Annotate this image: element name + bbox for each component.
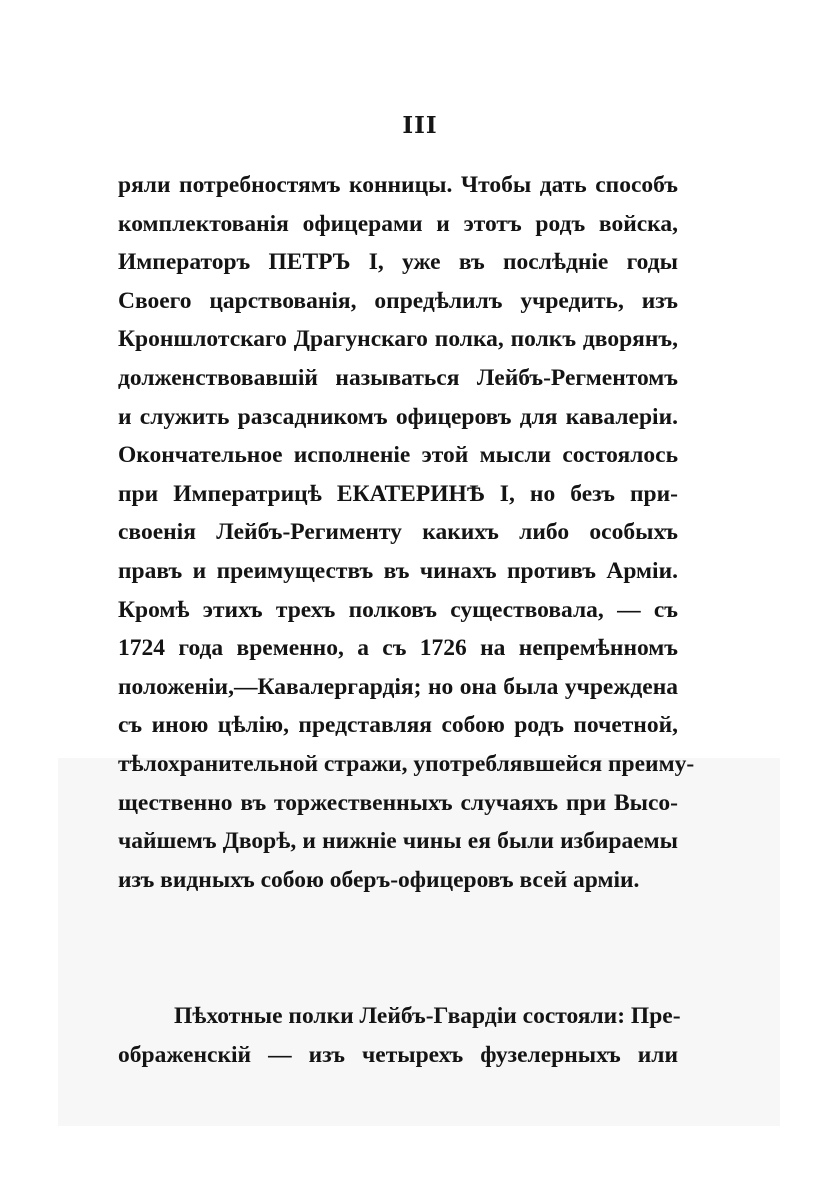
text-line: чайшемъ Дворѣ, и нижніе чины ея были избираемы [118, 828, 678, 855]
text-line: Окончательное исполненіе этой мысли состоялось [118, 442, 678, 469]
text-line: ряли потребностямъ конницы. Чтобы дать способъ [118, 172, 678, 198]
text-line: и служить разсадникомъ офицеровъ для кавалеріи. [118, 403, 678, 430]
text-line: Кроншлотскаго Драгунскаго полка, полкъ дворянъ, [118, 326, 678, 353]
text-line: 1724 года временно, а съ 1726 на непремѣнномъ [118, 635, 678, 662]
text-line: Кромѣ этихъ трехъ полковъ существовала, — съ [118, 596, 678, 623]
text-line: положеніи,—Кавалергардія; но она была учреждена [118, 673, 678, 700]
page-number: III [402, 112, 438, 139]
paragraph-1 [118, 166, 695, 899]
text-line: съ иною цѣлію, представляя собою родъ почетной, [118, 712, 678, 739]
text-line: долженствовавшій называться Лейбъ-Регментомъ [118, 364, 678, 391]
text-line: при Императрицѣ ЕКАТЕРИНѢ I, но безъ при- [118, 480, 678, 507]
paragraph-2 [118, 997, 681, 1074]
text-line: Императоръ ПЕТРЪ I, уже въ послѣдніе годы [118, 249, 678, 276]
text-line: своенія Лейбъ-Регименту какихъ либо особыхъ [118, 519, 678, 546]
text-line: комплектованія офицерами и этотъ родъ войска, [118, 210, 678, 237]
text-line: правъ и преимуществъ въ чинахъ противъ Арміи. [118, 557, 678, 584]
text-line: Пѣхотные полки Лейбъ-Гвардіи состояли: Пре- [174, 1003, 681, 1029]
text-line: изъ видныхъ собою оберъ-офицеровъ всей арміи. [118, 866, 640, 893]
text-line: ображенскій — изъ четырехъ фузелерныхъ или [118, 1041, 678, 1068]
text-line: тѣлохранительной стражи, употреблявшейся преиму- [118, 750, 695, 777]
text-line: Своего царствованія, опредѣлилъ учредить, изъ [118, 287, 678, 314]
text-line: щественно въ торжественныхъ случаяхъ при Высо- [118, 789, 678, 816]
